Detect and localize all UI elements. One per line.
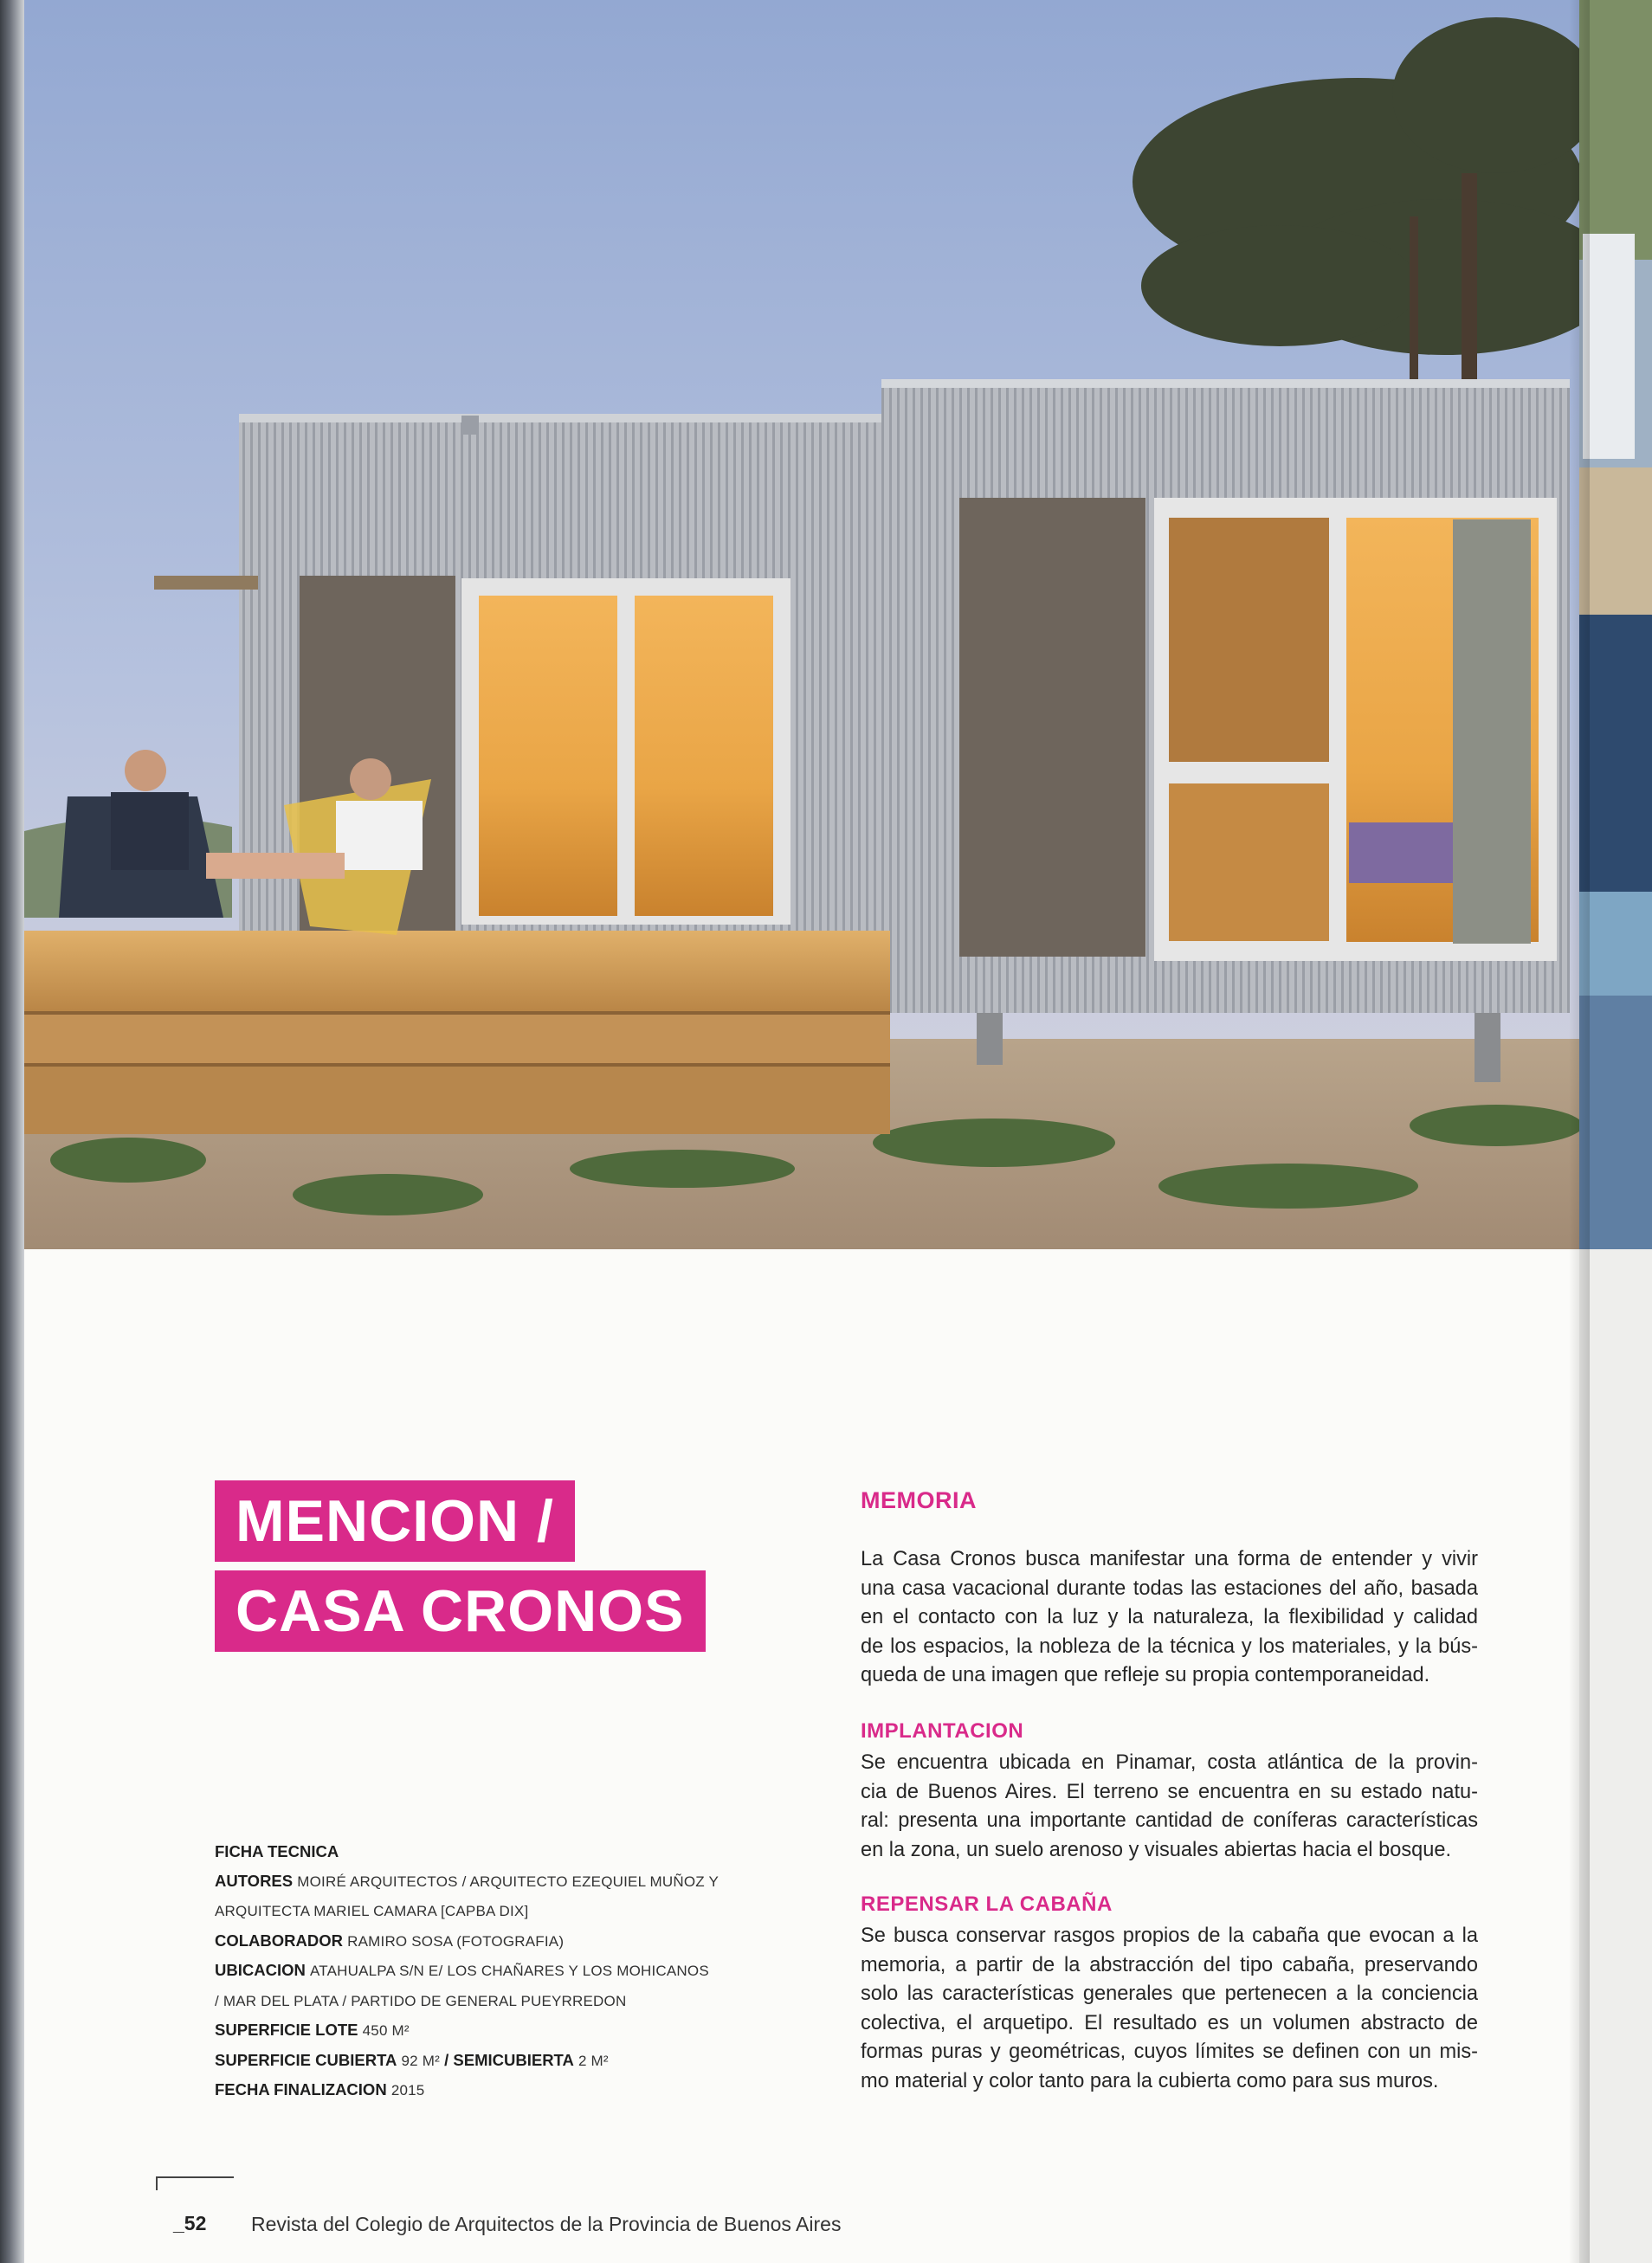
fecha-value: 2015: [390, 2082, 425, 2099]
repensar-heading: REPENSAR LA CABAÑA: [861, 1892, 1113, 1916]
memoria-heading: MEMORIA: [861, 1487, 977, 1513]
repensar-line: formas puras y geométricas, cuyos límites se definen con un mis-: [861, 2041, 1478, 2063]
page-number-rule: [156, 2176, 234, 2178]
implantacion-line: Se encuentra ubicada en Pinamar, costa atlántica de la provin-: [861, 1751, 1478, 1774]
ficha-heading: FICHA TECNICA: [215, 1842, 339, 1860]
memoria-line: queda de una imagen que refleje su propia contemporaneidad.: [861, 1664, 1430, 1686]
semicubierta-label: SEMICUBIERTA: [453, 2050, 574, 2069]
gutter-shadow: [1569, 0, 1590, 2263]
colaborador-label: COLABORADOR: [215, 1931, 343, 1950]
sup-lote-value: 450 M²: [362, 2022, 410, 2039]
memoria-paragraph: [861, 1545, 1478, 1691]
implantacion-heading: IMPLANTACION: [861, 1719, 1024, 1743]
page-number-tick: [156, 2176, 158, 2190]
repensar-line: memoria, a partir de la abstracción del tipo cabaña, preservando: [861, 1953, 1478, 1976]
ubicacion-value-cont: / MAR DEL PLATA / PARTIDO DE GENERAL PUEYRREDON: [215, 1992, 627, 2009]
fecha-label: FECHA FINALIZACION: [215, 2080, 387, 2099]
repensar-line: colectiva, el arquetipo. El resultado es un volumen abstracto de: [861, 2011, 1478, 2034]
journal-name: Revista del Colegio de Arquitectos de la Provincia de Buenos Aires: [251, 2213, 842, 2235]
autores-value: MOIRÉ ARQUITECTOS / ARQUITECTO EZEQUIEL MUÑOZ Y: [297, 1873, 719, 1890]
repensar-line: solo las características generales que pertenecen a la conciencia: [861, 1983, 1478, 2005]
repensar-line: Se busca conservar rasgos propios de la cabaña que evocan a la: [861, 1925, 1478, 1947]
house-photo-illustration: [24, 0, 1579, 1249]
title-line-2: CASA CRONOS: [215, 1570, 706, 1652]
memoria-line: La Casa Cronos busca manifestar una forma de entender y vivir: [861, 1548, 1478, 1570]
implantacion-line: cia de Buenos Aires. El terreno se encuentra en su estado natu-: [861, 1780, 1478, 1803]
repensar-line: mo material y color tanto para la cubierta como para sus muros.: [861, 2069, 1439, 2092]
hero-photo: [24, 0, 1579, 1249]
ficha-tecnica: [215, 1837, 769, 2105]
colaborador-value: RAMIRO SOSA (FOTOGRAFIA): [347, 1932, 565, 1950]
memoria-line: de los espacios, la nobleza de la técnica y los materiales, y la bús-: [861, 1634, 1478, 1658]
sup-lote-label: SUPERFICIE LOTE: [215, 2021, 358, 2039]
memoria-line: en el contacto con la luz y la naturaleza, la flexibilidad y calidad: [861, 1606, 1478, 1628]
repensar-paragraph: [861, 1922, 1478, 2096]
next-page-photo: [1579, 0, 1652, 1249]
semicubierta-value: 2 M²: [578, 2052, 609, 2069]
ubicacion-label: UBICACION: [215, 1961, 306, 1979]
autores-value-cont: ARQUITECTA MARIEL CAMARA [CAPBA DIX]: [215, 1903, 529, 1919]
implantacion-line: ral: presenta una importante cantidad de coníferas características: [861, 1809, 1478, 1832]
sup-cubierta-value: 92 M²: [401, 2052, 440, 2069]
title-line-1: MENCION /: [215, 1480, 575, 1562]
page-left-edge: [0, 0, 24, 2263]
separator: /: [444, 2050, 449, 2069]
memoria-line: una casa vacacional durante todas las estaciones del año, basada: [861, 1576, 1478, 1600]
implantacion-paragraph: [861, 1749, 1478, 1865]
sup-cubierta-label: SUPERFICIE CUBIERTA: [215, 2050, 397, 2069]
autores-label: AUTORES: [215, 1871, 294, 1890]
page-number: _52: [173, 2212, 207, 2234]
implantacion-line: en la zona, un suelo arenoso y visuales abiertas hacia el bosque.: [861, 1838, 1452, 1861]
ubicacion-value: ATAHUALPA S/N E/ LOS CHAÑARES Y LOS MOHICANOS: [309, 1963, 709, 1979]
